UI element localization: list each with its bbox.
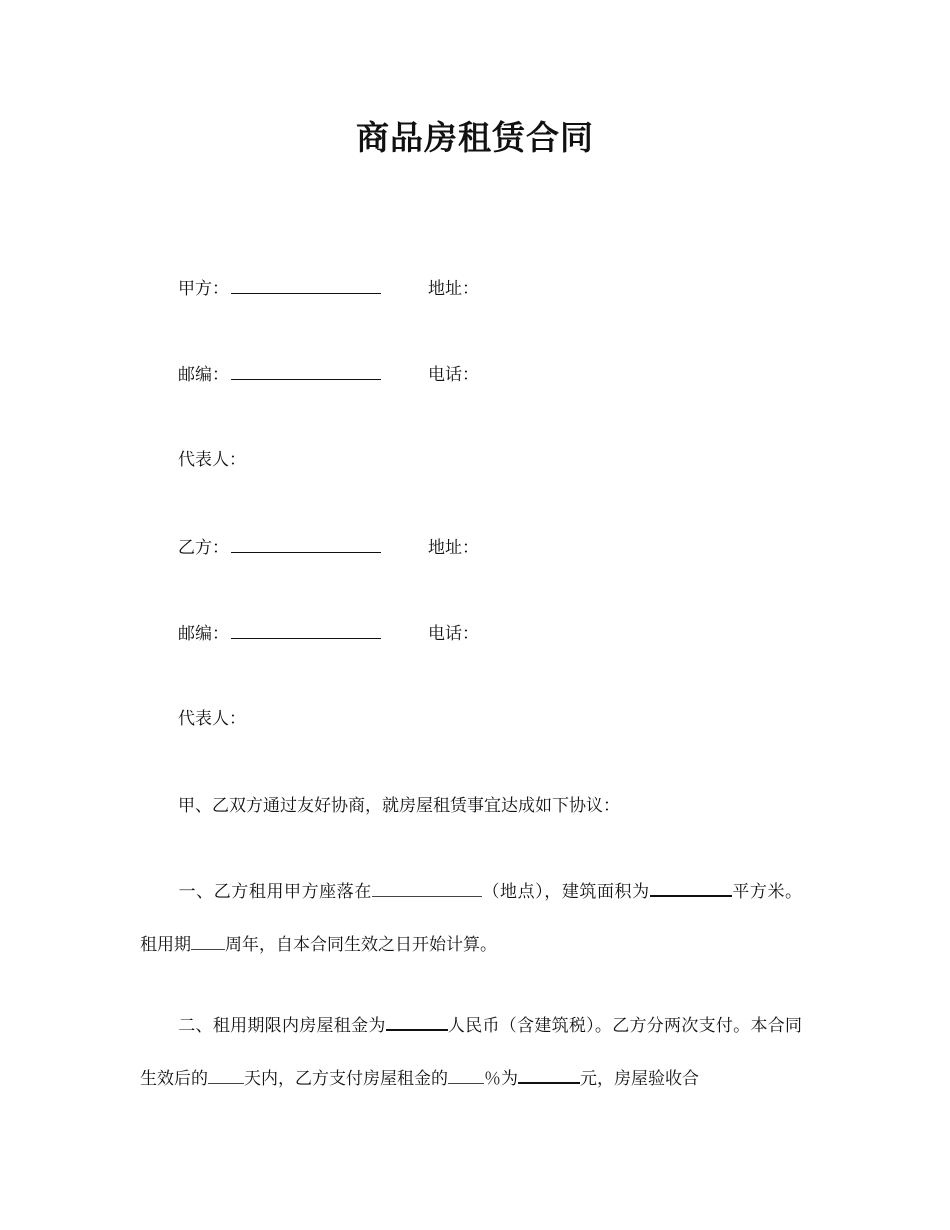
clause-2	[140, 1000, 802, 1106]
clause-1	[140, 866, 802, 972]
party-a-row	[178, 276, 479, 300]
party-a-representative-label: 代表人：	[178, 450, 246, 470]
clause-2-text-5: 元，房屋验收合	[580, 1069, 699, 1089]
preamble: 甲、乙双方通过友好协商，就房屋租赁事宜达成如下协议：	[178, 796, 620, 816]
document-title: 商品房租赁合同	[356, 118, 594, 157]
party-b-name-blank[interactable]	[231, 535, 381, 553]
party-a-phone-label: 电话：	[428, 365, 479, 385]
party-b-name-label: 乙方：	[178, 538, 229, 558]
party-b-address-label: 地址：	[428, 538, 479, 558]
clause-1-text-2: （地点），建筑面积为	[481, 882, 650, 902]
clause-2-amount-blank[interactable]	[518, 1066, 580, 1084]
party-a-postcode-label: 邮编：	[178, 365, 229, 385]
party-a-name-blank[interactable]	[231, 276, 381, 294]
party-b-representative-row	[178, 708, 246, 730]
party-b-phone-label: 电话：	[428, 624, 479, 644]
party-b-postcode-blank[interactable]	[231, 621, 381, 639]
clause-2-days-blank[interactable]	[208, 1067, 244, 1084]
clause-2-text-4: ％为	[484, 1069, 518, 1089]
clause-1-location-blank[interactable]	[372, 880, 482, 897]
clause-2-text-3: 天内，乙方支付房屋租金的	[244, 1069, 448, 1089]
clause-2-text-2: 人民币（含建筑税）。乙方分两次支付。本合同生效后的	[140, 1016, 803, 1089]
clause-1-area-blank[interactable]	[650, 879, 732, 897]
party-a-name-label: 甲方：	[178, 279, 229, 299]
party-b-contact-row	[178, 621, 479, 645]
party-a-postcode-blank[interactable]	[231, 362, 381, 380]
party-a-address-label: 地址：	[428, 279, 479, 299]
clause-1-text-3: 平方米。租用期	[140, 882, 803, 955]
party-a-contact-row	[178, 362, 479, 386]
clause-2-text-1: 二、租用期限内房屋租金为	[178, 1016, 386, 1036]
party-a-representative-row	[178, 449, 246, 471]
clause-1-text-4: 周年，自本合同生效之日开始计算。	[225, 935, 497, 955]
clause-1-term-blank[interactable]	[191, 933, 225, 950]
party-b-postcode-label: 邮编：	[178, 624, 229, 644]
clause-2-percent-blank[interactable]	[448, 1067, 484, 1084]
clause-2-rent-blank[interactable]	[386, 1013, 448, 1031]
party-b-row	[178, 535, 479, 559]
party-b-representative-label: 代表人：	[178, 709, 246, 729]
clause-1-text-1: 一、乙方租用甲方座落在	[178, 882, 372, 902]
